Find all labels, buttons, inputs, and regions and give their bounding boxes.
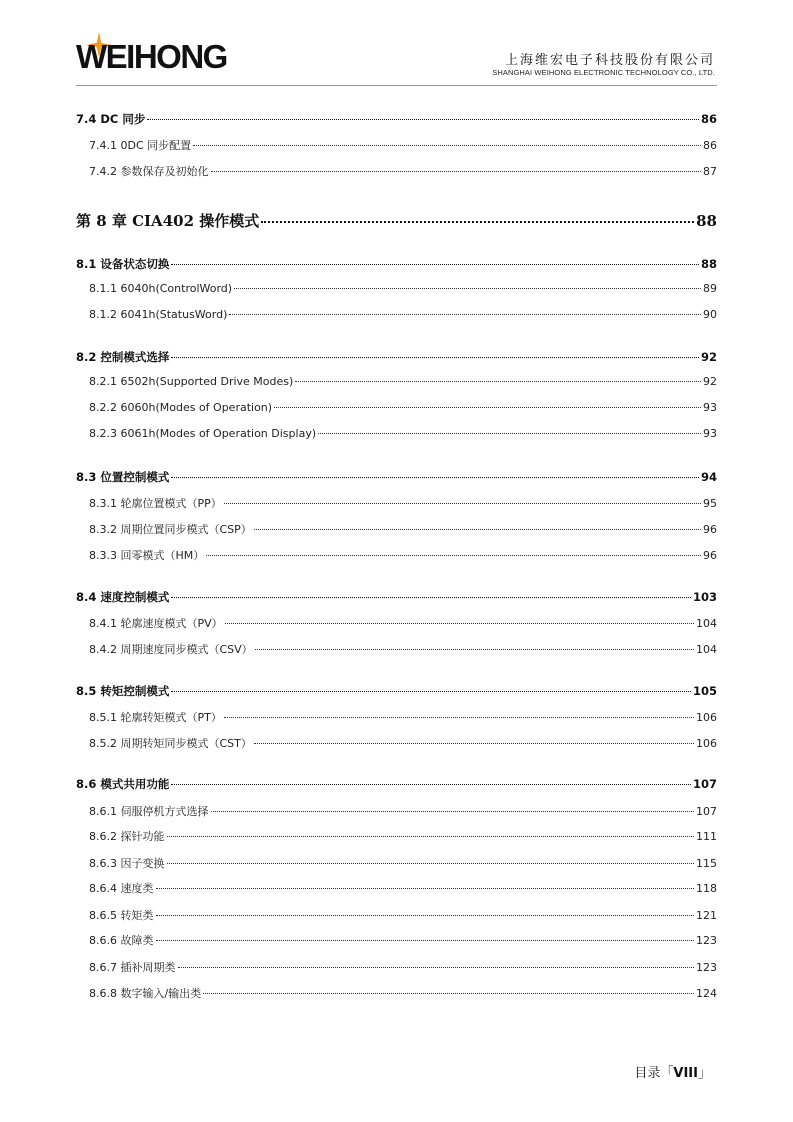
toc-entry-page: 104	[696, 617, 717, 630]
toc-entry-page: 118	[696, 882, 717, 895]
toc-entry-label: 8.5.1 轮廓转矩模式（PT）	[89, 711, 222, 724]
toc-entry[interactable]	[89, 282, 717, 295]
toc-entry-label: 8.6.7 插补周期类	[89, 961, 176, 974]
toc-entry[interactable]	[76, 776, 717, 792]
toc-leader	[229, 314, 701, 315]
toc-entry-label: 8.5 转矩控制模式	[76, 684, 170, 698]
toc-leader	[171, 784, 691, 785]
company-name-en: SHANGHAI WEIHONG ELECTRONIC TECHNOLOGY CO., LTD.	[492, 68, 715, 77]
toc-entry-page: 92	[700, 350, 717, 364]
footer-bracket-close: 」	[697, 1066, 711, 1081]
toc-entry-page: 88	[700, 257, 717, 271]
toc-entry[interactable]	[89, 828, 717, 844]
toc-entry[interactable]	[89, 641, 717, 657]
toc-leader	[171, 477, 699, 478]
toc-entry-page: 124	[696, 987, 717, 1000]
toc-entry[interactable]	[89, 907, 717, 923]
toc-entry[interactable]	[89, 615, 717, 631]
toc-entry-label: 8.6.8 数字输入/输出类	[89, 987, 202, 1000]
toc-leader	[318, 433, 701, 434]
toc-entry-page: 93	[703, 401, 717, 414]
toc-entry-label: 8.1.2 6041h(StatusWord)	[89, 308, 228, 321]
toc-leader	[203, 993, 694, 994]
toc-leader	[156, 888, 695, 889]
footer-page-number: VIII	[673, 1066, 698, 1081]
toc-entry-page: 105	[692, 684, 717, 698]
toc-entry-label: 8.3.2 周期位置同步模式（CSP）	[89, 523, 252, 536]
toc-entry-label: 8.1.1 6040h(ControlWord)	[89, 282, 233, 295]
toc-leader	[193, 145, 701, 146]
toc-entry-page: 103	[692, 590, 717, 604]
header-divider	[76, 85, 717, 86]
toc-entry-page: 96	[703, 549, 717, 562]
toc-entry[interactable]	[89, 803, 717, 819]
toc-entry-label: 8.6.6 故障类	[89, 934, 154, 947]
toc-entry-label: 8.6 模式共用功能	[76, 777, 170, 791]
toc-leader	[261, 221, 694, 223]
toc-entry-label: 7.4.2 参数保存及初始化	[89, 165, 209, 178]
toc-entry[interactable]	[76, 589, 717, 605]
toc-entry-page: 107	[692, 777, 717, 791]
toc-entry[interactable]	[76, 256, 717, 272]
toc-leader	[224, 717, 694, 718]
toc-leader	[178, 967, 695, 968]
toc-leader	[206, 555, 701, 556]
toc-leader	[225, 623, 694, 624]
toc-leader	[171, 264, 699, 265]
toc-entry-label: 8.4 速度控制模式	[76, 590, 170, 604]
toc-entry[interactable]	[76, 349, 717, 365]
logo-text: WEIHONG	[76, 38, 227, 75]
toc-leader	[171, 357, 699, 358]
toc-entry-page: 90	[703, 308, 717, 321]
toc-entry[interactable]	[89, 985, 717, 1001]
toc-entry-label: 8.2.2 6060h(Modes of Operation)	[89, 401, 273, 414]
toc-entry-page: 94	[700, 470, 717, 484]
toc-entry[interactable]	[89, 401, 717, 414]
toc-entry-page: 89	[703, 282, 717, 295]
toc-leader	[254, 529, 701, 530]
toc-entry-label: 8.5.2 周期转矩同步模式（CST）	[89, 737, 252, 750]
toc-entry[interactable]	[76, 111, 717, 127]
toc-entry-label: 8.3.1 轮廓位置模式（PP）	[89, 497, 222, 510]
toc-entry-label: 8.2.3 6061h(Modes of Operation Display)	[89, 427, 317, 440]
toc-entry-page: 111	[696, 830, 717, 843]
toc-leader	[211, 171, 702, 172]
toc-entry[interactable]	[89, 709, 717, 725]
toc-entry-page: 106	[696, 711, 717, 724]
toc-entry[interactable]	[89, 880, 717, 896]
toc-entry-page: 92	[703, 375, 717, 388]
toc-entry-label: 8.6.1 伺服停机方式选择	[89, 805, 209, 818]
toc-entry-label: 8.6.4 速度类	[89, 882, 154, 895]
toc-entry-label: 第 8 章 CIA402 操作模式	[76, 212, 260, 230]
toc-entry-page: 107	[696, 805, 717, 818]
toc-entry[interactable]	[89, 547, 717, 563]
toc-entry-label: 8.2 控制模式选择	[76, 350, 170, 364]
toc-entry-page: 115	[696, 857, 717, 870]
toc-entry[interactable]	[76, 469, 717, 485]
toc-leader	[255, 649, 694, 650]
toc-entry-label: 8.2.1 6502h(Supported Drive Modes)	[89, 375, 294, 388]
toc-chapter-entry[interactable]	[76, 210, 717, 231]
toc-entry-page: 95	[703, 497, 717, 510]
toc-leader	[295, 381, 701, 382]
toc-entry[interactable]	[89, 735, 717, 751]
company-name-cn: 上海维宏电子科技股份有限公司	[504, 53, 715, 68]
toc-entry-label: 8.6.5 转矩类	[89, 909, 154, 922]
toc-entry-page: 123	[696, 961, 717, 974]
toc-leader	[224, 503, 701, 504]
toc-leader	[274, 407, 701, 408]
toc-leader	[167, 863, 695, 864]
toc-entry-label: 8.6.2 探针功能	[89, 830, 165, 843]
toc-entry[interactable]	[89, 308, 717, 321]
toc-entry[interactable]	[89, 375, 717, 388]
footer-label: 目录	[634, 1066, 661, 1081]
toc-entry[interactable]	[89, 855, 717, 871]
toc-leader	[171, 691, 691, 692]
toc-leader	[234, 288, 701, 289]
toc-entry-page: 86	[700, 112, 717, 126]
toc-entry-label: 7.4.1 0DC 同步配置	[89, 139, 192, 152]
toc-entry-page: 86	[703, 139, 717, 152]
toc-leader	[147, 119, 699, 120]
footer-bracket-open: 「	[660, 1066, 674, 1081]
toc-leader	[171, 597, 691, 598]
toc-entry-page: 106	[696, 737, 717, 750]
toc-entry-label: 8.3.3 回零模式（HM）	[89, 549, 205, 562]
toc-entry-label: 8.4.2 周期速度同步模式（CSV）	[89, 643, 253, 656]
toc-entry[interactable]	[89, 427, 717, 440]
toc-entry-page: 121	[696, 909, 717, 922]
toc-leader	[211, 811, 695, 812]
page-footer	[634, 1062, 711, 1081]
toc-entry-page: 88	[696, 212, 717, 230]
toc-entry-page: 123	[696, 934, 717, 947]
toc-entry[interactable]	[89, 163, 717, 179]
toc-entry[interactable]	[89, 521, 717, 537]
toc-entry-label: 8.6.3 因子变换	[89, 857, 165, 870]
toc-leader	[254, 743, 694, 744]
toc-entry-label: 8.3 位置控制模式	[76, 470, 170, 484]
toc-entry-label: 8.4.1 轮廓速度模式（PV）	[89, 617, 223, 630]
toc-entry-page: 96	[703, 523, 717, 536]
page-header	[0, 0, 793, 100]
toc-leader	[167, 836, 695, 837]
toc-entry[interactable]	[89, 495, 717, 511]
toc-entry-page: 87	[703, 165, 717, 178]
toc-entry[interactable]	[89, 137, 717, 153]
toc-entry-page: 104	[696, 643, 717, 656]
toc-leader	[156, 940, 695, 941]
toc-entry[interactable]	[89, 932, 717, 948]
toc-entry-label: 7.4 DC 同步	[76, 112, 146, 126]
toc-entry[interactable]	[76, 683, 717, 699]
toc-entry[interactable]	[89, 959, 717, 975]
toc-entry-label: 8.1 设备状态切换	[76, 257, 170, 271]
toc-entry-page: 93	[703, 427, 717, 440]
toc-leader	[156, 915, 695, 916]
